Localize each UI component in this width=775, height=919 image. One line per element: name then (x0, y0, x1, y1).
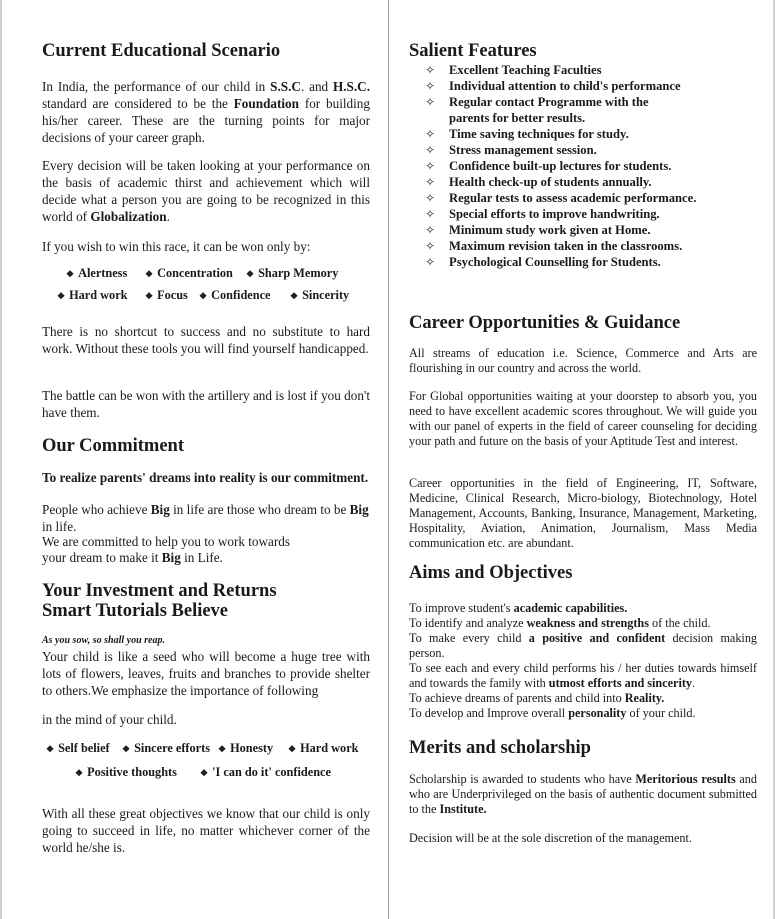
star-bullet-icon: ✧ (425, 255, 436, 269)
aim-line: To develop and Improve overall personality of your child. (409, 706, 696, 720)
star-bullet-icon: ✧ (425, 223, 436, 237)
aims-list (409, 601, 757, 721)
quality-item: ❖ Sharp Memory (246, 266, 339, 280)
diamond-bullet-icon: ❖ (145, 291, 154, 301)
quality-item: ❖ Confidence (199, 288, 271, 302)
star-bullet-icon: ✧ (425, 175, 436, 189)
star-bullet-icon: ✧ (425, 127, 436, 141)
investment-closing-paragraph: With all these great objectives we know that our child is only going to succeed in life, no matter whichever corner of the world he/she is. (42, 806, 370, 855)
aim-line: To see each and every child performs his / her duties towards himself and towards the family with utmost efforts and sincerity. (409, 661, 757, 690)
diamond-bullet-icon: ❖ (122, 744, 131, 754)
quality-item: ❖ Focus (145, 288, 188, 302)
investment-paragraph-2: in the mind of your child. (42, 712, 177, 727)
star-bullet-icon: ✧ (425, 79, 436, 93)
diamond-bullet-icon: ❖ (145, 269, 154, 279)
commitment-bold-line: To realize parents' dreams into reality is our commitment. (42, 470, 369, 485)
star-bullet-icon: ✧ (425, 63, 436, 77)
heading-smart-tutorials-believe: Smart Tutorials Believe (42, 601, 229, 621)
merits-paragraph-2: Decision will be at the sole discretion of the management. (409, 831, 692, 845)
quality-item: ❖ Hard work (57, 288, 128, 302)
feature-item: ✧ Minimum study work given at Home. (425, 223, 651, 237)
quality-item: ❖ Concentration (145, 266, 233, 280)
feature-item: ✧ Regular contact Programme with the parents for better results. (425, 95, 649, 125)
value-item: ❖ Honesty (218, 741, 274, 755)
feature-item: ✧ Health check-up of students annually. (425, 175, 652, 189)
feature-item: ✧ Special efforts to improve handwriting. (425, 207, 660, 221)
value-item: ❖ Sincere efforts (122, 741, 210, 755)
star-bullet-icon: ✧ (425, 143, 436, 157)
feature-item: ✧ Maximum revision taken in the classrooms. (425, 239, 683, 253)
motto-text: As you sow, so shall you reap. (42, 635, 165, 646)
commitment-paragraph-1: People who achieve Big in life are those who dream to be Big in life. (42, 502, 369, 534)
diamond-bullet-icon: ❖ (57, 291, 66, 301)
diamond-bullet-icon: ❖ (200, 768, 209, 778)
merits-paragraph-1: Scholarship is awarded to students who have Meritorious results and who are Underprivileged on the basis of authentic document submitted to the Institute. (409, 772, 757, 816)
star-bullet-icon: ✧ (425, 207, 436, 221)
feature-item: ✧ Excellent Teaching Faculties (425, 63, 602, 77)
left-page-edge (0, 0, 2, 919)
ces-paragraph-3: If you wish to win this race, it can be won only by: (42, 239, 311, 254)
commitment-paragraph-2: We are committed to help you to work towards (42, 534, 290, 549)
commitment-paragraph-3: your dream to make it Big in Life. (42, 550, 223, 565)
quality-item: ❖ Sincerity (290, 288, 350, 302)
diamond-bullet-icon: ❖ (218, 744, 227, 754)
value-item: ❖ Self belief (46, 741, 110, 755)
heading-aims-objectives: Aims and Objectives (409, 563, 573, 583)
diamond-bullet-icon: ❖ (75, 768, 84, 778)
aim-line: To identify and analyze weakness and strengths of the child. (409, 616, 711, 630)
star-bullet-icon: ✧ (425, 239, 436, 253)
diamond-bullet-icon: ❖ (46, 744, 55, 754)
aim-line: To make every child a positive and confident decision making person. (409, 631, 758, 660)
heading-merits-scholarship: Merits and scholarship (409, 738, 591, 758)
feature-item: ✧ Time saving techniques for study. (425, 127, 629, 141)
value-item: ❖ Hard work (288, 741, 359, 755)
value-item: ❖ 'I can do it' confidence (200, 765, 331, 779)
section-current-educational-scenario (42, 41, 280, 62)
career-paragraph-2: For Global opportunities waiting at your doorstep to absorb you, you need to have excellent academic scores throughout. We will guide you with our panel of experts in the field of career counseling for deciding your path and future on the basis of your Aptitude Test and interest. (409, 389, 757, 448)
heading-salient-features: Salient Features (409, 41, 537, 61)
star-bullet-icon: ✧ (425, 191, 436, 205)
career-paragraph-3: Career opportunities in the field of Engineering, IT, Software, Medicine, Clinical Research, Micro-biology, Biotechnology, Hotel Management, Accounts, Banking, Insurance, Management, Marketing, Hospitality, Aviation, Animation, Journalism, Mass Media communication etc. are abundant. (409, 476, 757, 550)
aim-line: To improve student's academic capabilities. (409, 601, 628, 615)
diamond-bullet-icon: ❖ (66, 269, 75, 279)
investment-paragraph-1: Your child is like a seed who will become a huge tree with lots of flowers, leaves, fruits and branches to provide shelter to others.We emphasize the importance of following (42, 649, 370, 698)
ces-paragraph-4: There is no shortcut to success and no substitute to hard work. Without these tools you will find yourself handicapped. (42, 324, 370, 356)
feature-item: ✧ Regular tests to assess academic performance. (425, 191, 697, 205)
ces-paragraph-1: In India, the performance of our child in S.S.C. and H.S.C. standard are considered to be the Foundation for building his/her career. These are the turning points for major decisions of your career graph. (42, 79, 370, 145)
heading-career-opportunities: Career Opportunities & Guidance (409, 313, 681, 333)
feature-item: ✧ Confidence built-up lectures for students. (425, 159, 672, 173)
quality-item: ❖ Alertness (66, 266, 128, 280)
value-item: ❖ Positive thoughts (75, 765, 177, 779)
ces-paragraph-2: Every decision will be taken looking at your performance on the basis of academic thirst and achievement which will decide what a person you are going to be recognized in this world of Globalization. (42, 158, 370, 224)
star-bullet-icon: ✧ (425, 95, 436, 109)
diamond-bullet-icon: ❖ (199, 291, 208, 301)
diamond-bullet-icon: ❖ (288, 744, 297, 754)
aim-line: To achieve dreams of parents and child into Reality. (409, 691, 665, 705)
diamond-bullet-icon: ❖ (290, 291, 299, 301)
diamond-bullet-icon: ❖ (246, 269, 255, 279)
career-paragraph-1: All streams of education i.e. Science, Commerce and Arts are flourishing in our country and across the world. (409, 346, 757, 375)
heading-current-educational-scenario: Current Educational Scenario (42, 41, 281, 61)
salient-features-list (409, 62, 757, 270)
feature-item: ✧ Individual attention to child's performance (425, 79, 681, 93)
ces-paragraph-5: The battle can be won with the artillery and is lost if you don't have them. (42, 388, 370, 420)
heading-our-commitment: Our Commitment (42, 436, 184, 456)
star-bullet-icon: ✧ (425, 159, 436, 173)
feature-item: ✧ Psychological Counselling for Students. (425, 255, 661, 269)
heading-investment-returns: Your Investment and Returns (42, 581, 277, 601)
column-divider (388, 0, 389, 919)
feature-item: ✧ Stress management session. (425, 143, 597, 157)
